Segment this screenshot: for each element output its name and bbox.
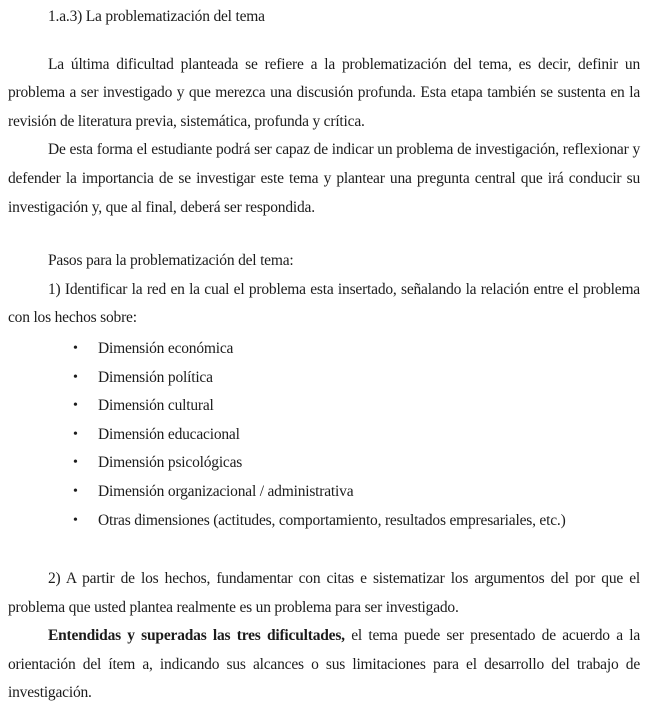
dimension-list: [8, 335, 640, 535]
bullet-icon: •: [73, 340, 78, 356]
list-item-label: Otras dimensiones (actitudes, comportamiento, resultados empresariales, etc.): [98, 511, 566, 529]
list-item-label: Dimensión económica: [98, 339, 234, 357]
list-item-label: Dimensión política: [98, 368, 213, 386]
list-item: [8, 507, 640, 536]
bullet-icon: •: [73, 398, 78, 414]
closing-paragraph: [8, 622, 640, 708]
list-item: [8, 421, 640, 450]
bullet-icon: •: [73, 426, 78, 442]
list-item: [8, 478, 640, 507]
list-item-label: Dimensión psicológicas: [98, 454, 243, 472]
steps-intro: Pasos para la problematización del tema:: [48, 252, 294, 270]
bullet-icon: •: [73, 369, 78, 385]
closing-rest-text: el tema puede ser presentado de acuerdo a la orientación del ítem a, indicando sus alcances o sus limitaciones para el desarrollo del trabajo de investigación.: [8, 627, 641, 702]
list-item: [8, 335, 640, 364]
step-2-paragraph: 2) A partir de los hechos, fundamentar con citas e sistematizar los argumentos del por que el problema que usted plantea realmente es un problema para ser investigado.: [8, 570, 640, 616]
document-heading: 1.a.3) La problematización del tema: [48, 8, 265, 25]
paragraph-ultima-dificultad: La última dificultad planteada se refiere a la problematización del tema, es decir, definir un problema a ser investigado y que merezca una discusión profunda. Esta etapa también se sustenta en la revisión de literatura previa, sistemática, profunda y crítica.: [8, 55, 640, 130]
list-item: [8, 449, 640, 478]
bullet-icon: •: [73, 483, 78, 499]
list-item-label: Dimensión cultural: [98, 397, 214, 415]
list-item-label: Dimensión educacional: [98, 425, 240, 443]
bullet-icon: •: [73, 512, 78, 528]
closing-bold-text: Entendidas y superadas las tres dificultades,: [48, 627, 345, 645]
bullet-icon: •: [73, 455, 78, 471]
step-1-paragraph: 1) Identificar la red en la cual el problema esta insertado, señalando la relación entre el problema con los hechos sobre:: [8, 280, 640, 327]
paragraph-de-esta-forma: De esta forma el estudiante podrá ser capaz de indicar un problema de investigación, reflexionar y defender la importancia de se investigar este tema y plantear una pregunta central que irá conducir su investigación y, que al final, deberá ser respondida.: [8, 141, 640, 216]
list-item: [8, 364, 640, 393]
list-item-label: Dimensión organizacional / administrativa: [98, 482, 354, 500]
list-item: [8, 392, 640, 421]
